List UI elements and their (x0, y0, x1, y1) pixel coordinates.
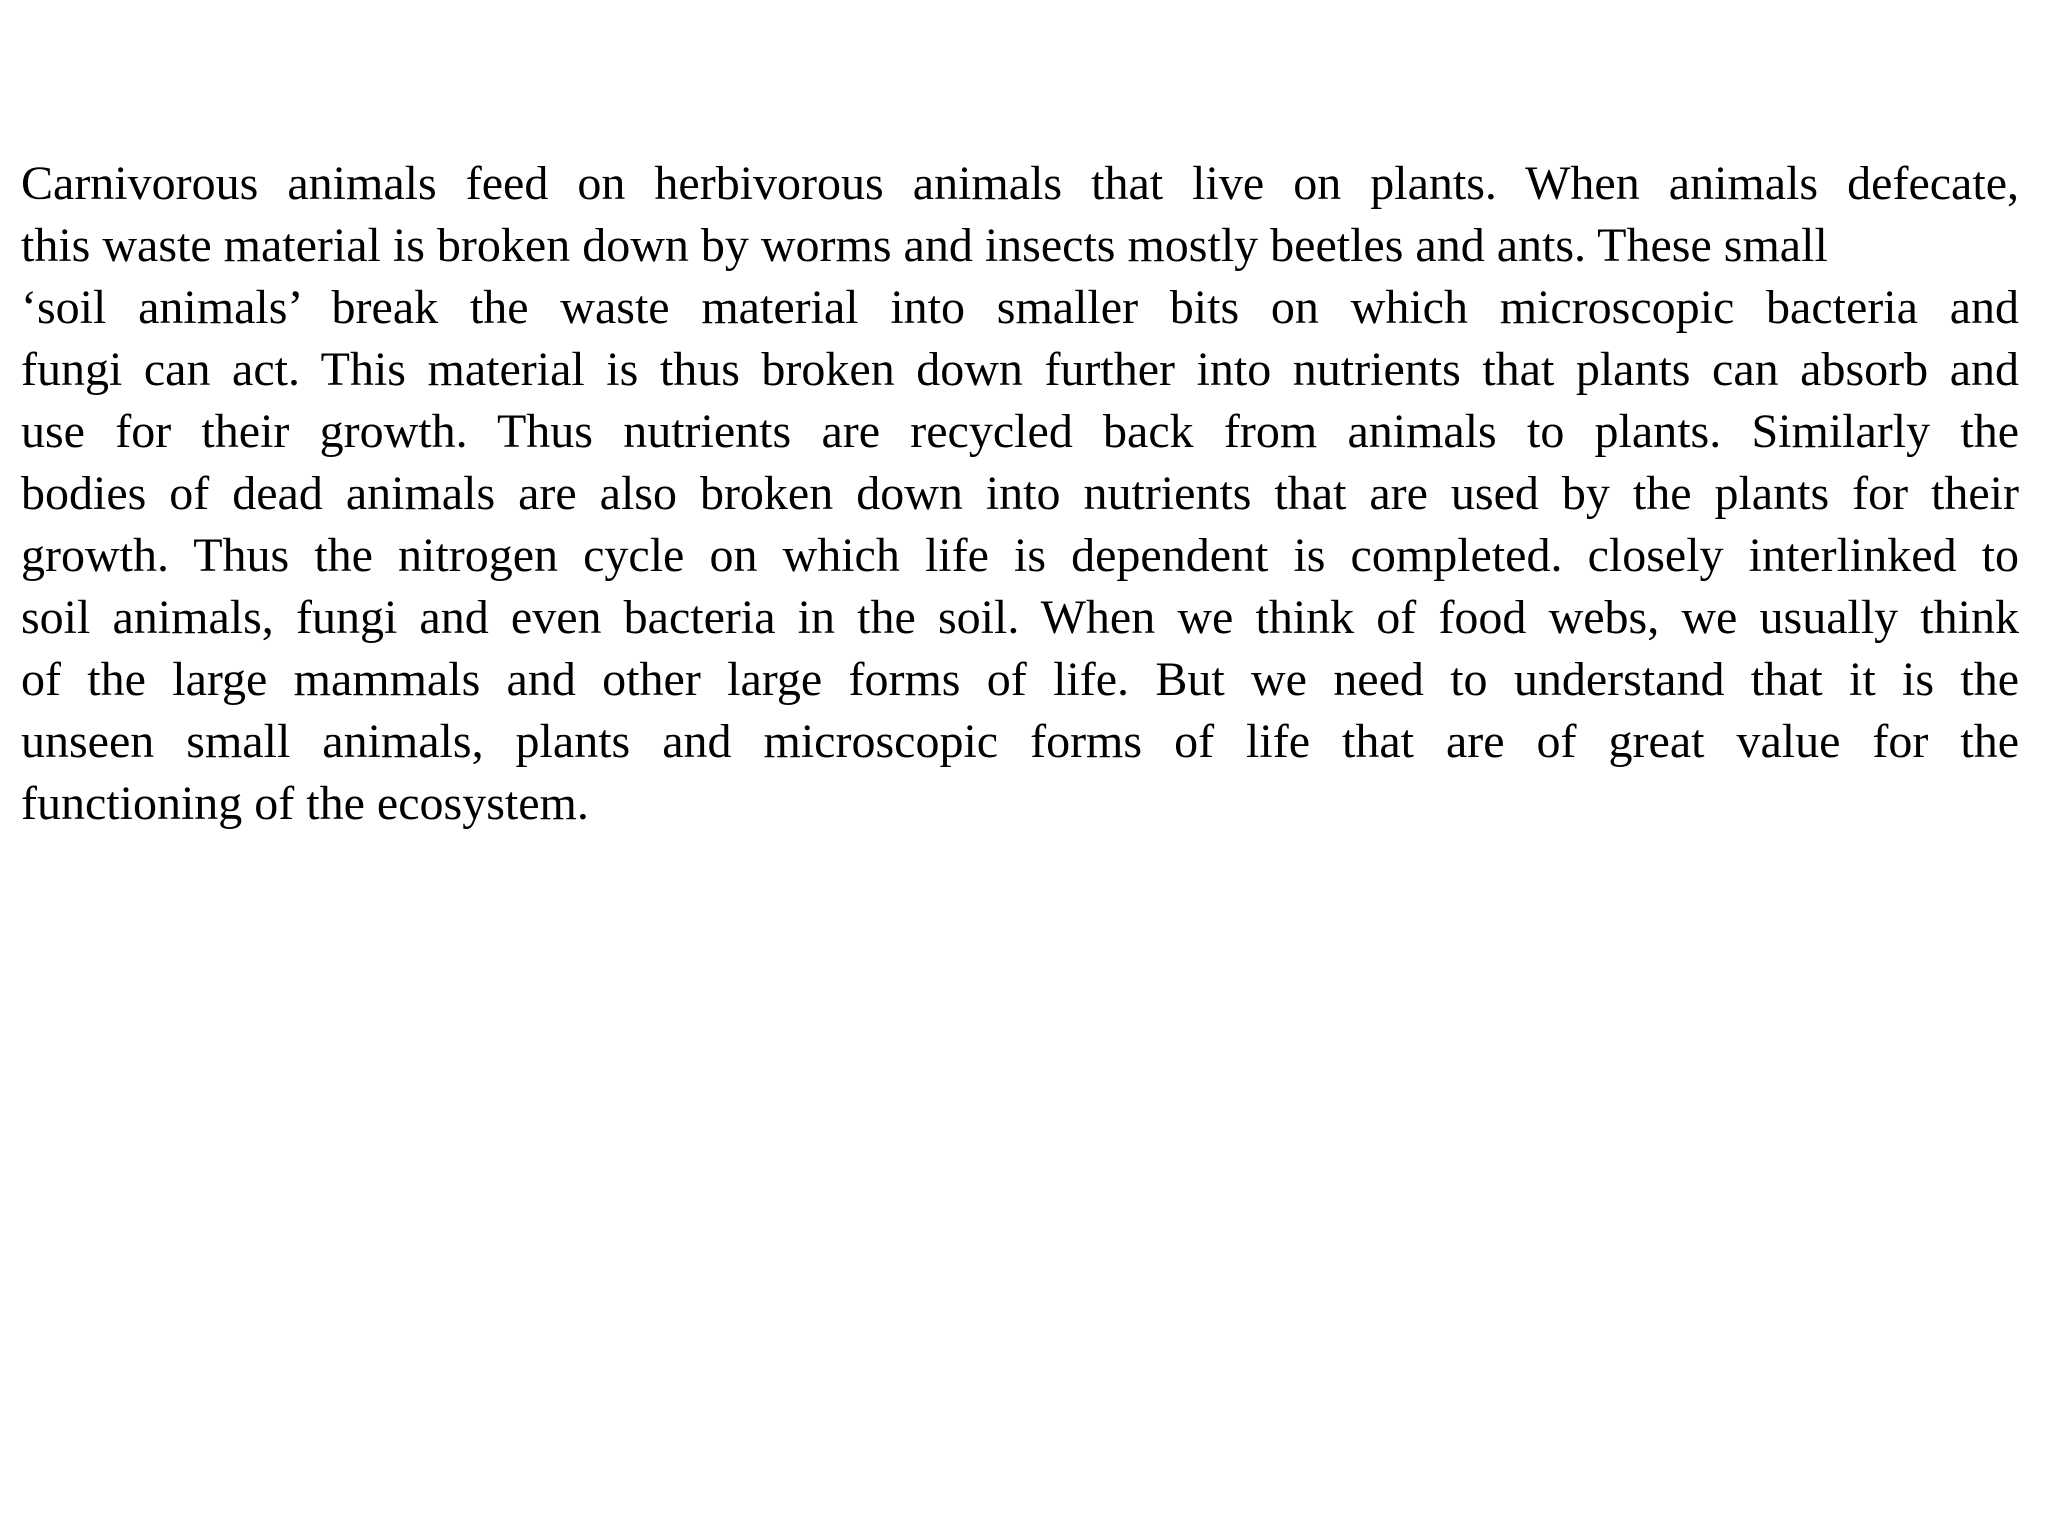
paragraph-line: this waste material is broken down by worms and insects mostly beetles and ants. These small (21, 219, 1828, 272)
paragraph-line: growth. Thus the nitrogen cycle on which life is dependent is completed. closely interlinked to (21, 529, 2019, 582)
paragraph-line: use for their growth. Thus nutrients are recycled back from animals to plants. Similarly the (21, 405, 2019, 458)
paragraph-line: soil animals, fungi and even bacteria in the soil. When we think of food webs, we usually think (21, 591, 2019, 644)
paragraph-line: ‘soil animals’ break the waste material into smaller bits on which microscopic bacteria and (21, 281, 2019, 334)
paragraph-line: bodies of dead animals are also broken down into nutrients that are used by the plants for their (21, 467, 2019, 520)
paragraph-line: Carnivorous animals feed on herbivorous animals that live on plants. When animals defecate, (21, 157, 2019, 210)
paragraph-line: of the large mammals and other large forms of life. But we need to understand that it is the (21, 653, 2019, 706)
body-paragraph (21, 153, 2019, 835)
paragraph-line: unseen small animals, plants and microscopic forms of life that are of great value for the (21, 715, 2019, 768)
paragraph-line: functioning of the ecosystem. (21, 777, 589, 830)
paragraph-line: fungi can act. This material is thus broken down further into nutrients that plants can absorb and (21, 343, 2019, 396)
